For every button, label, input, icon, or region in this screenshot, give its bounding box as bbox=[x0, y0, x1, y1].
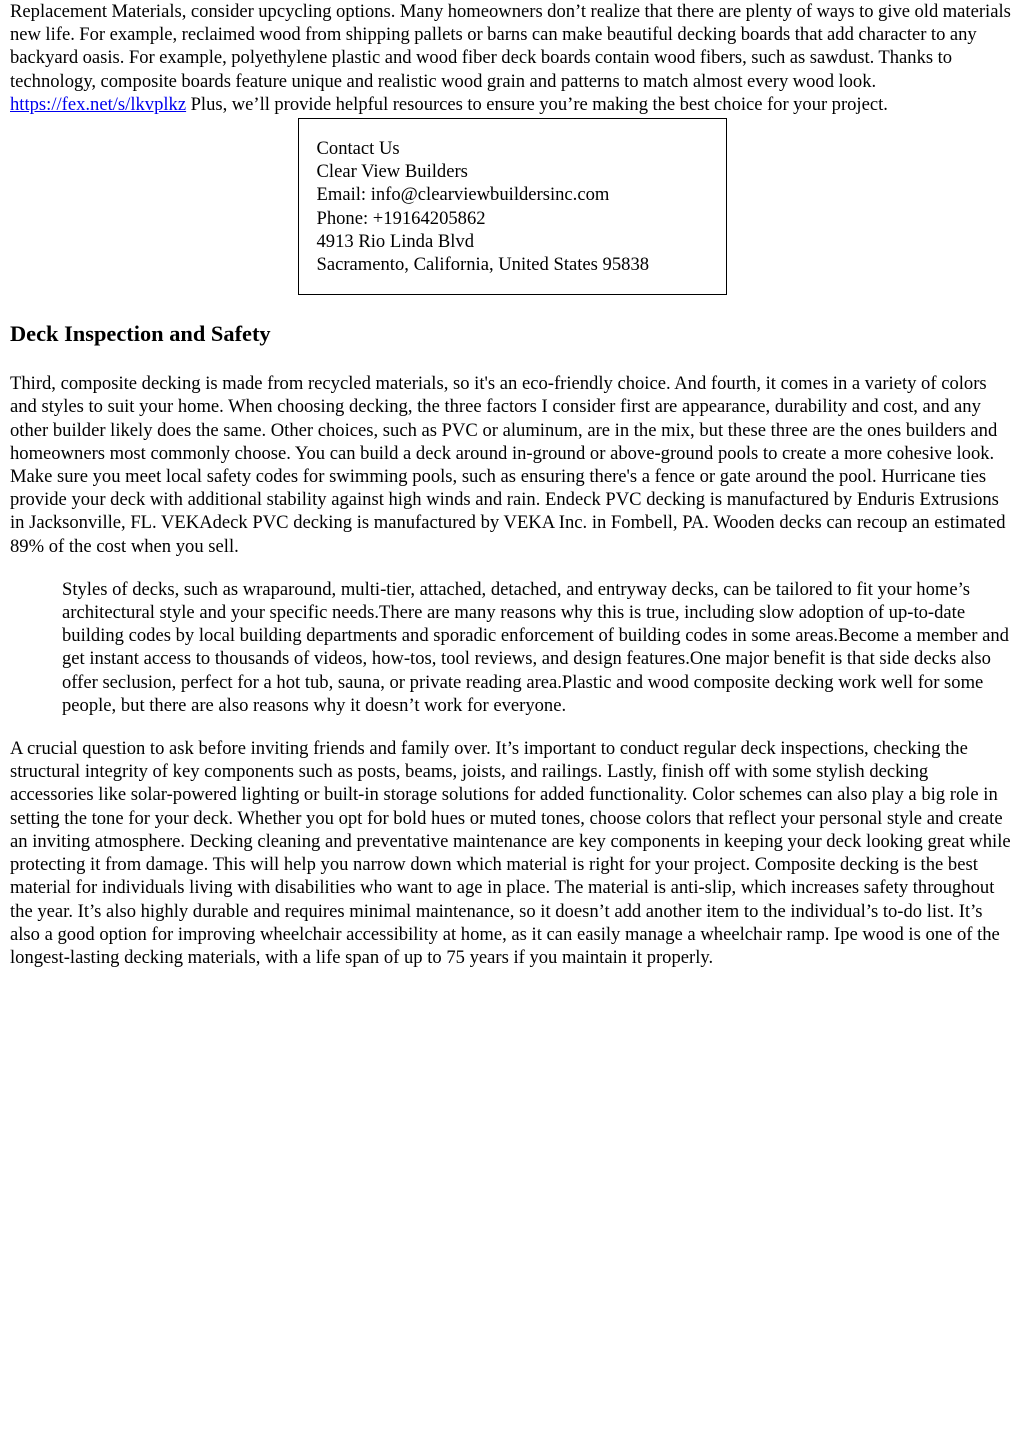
contact-box bbox=[298, 118, 727, 295]
contact-city: Sacramento, California, United States 95838 bbox=[316, 254, 650, 276]
section-paragraph-1: Third, composite decking is made from recycled materials, so it's an eco-friendly choice. And fourth, it comes in a variety of colors and styles to suit your home. When choosing decking, the three factors I consider first are appearance, durability and cost, and any other builder likely does the same. Other choices, such as PVC or aluminum, are in the mix, but these three are the ones builders and homeowners most commonly choose. You can build a deck around in-ground or above-ground pools to create a more cohesive look. Make sure you meet local safety codes for swimming pools, such as ensuring there's a fence or gate around the pool. Hurricane ties provide your deck with additional stability against high winds and rain. Endeck PVC decking is manufactured by Enduris Extrusions in Jacksonville, FL. VEKAdeck PVC decking is manufactured by VEKA Inc. in Fombell, PA. Wooden decks can recoup an estimated 89% of the cost when you sell. bbox=[10, 373, 1006, 557]
intro-paragraph bbox=[10, 0, 1014, 116]
contact-heading: Contact Us bbox=[316, 138, 400, 160]
contact-company: Clear View Builders bbox=[316, 161, 468, 183]
blockquote: Styles of decks, such as wraparound, multi-tier, attached, detached, and entryway decks, can be tailored to fit your home’s architectural style and your specific needs.There are many reasons why this is true, including slow adoption of up-to-date building codes by local building departments and sporadic enforcement of building codes in some areas.Become a member and get instant access to thousands of videos, how-tos, tool reviews, and design features.One major benefit is that side decks also offer seclusion, perfect for a hot tub, sauna, or private reading area.Plastic and wood composite decking work well for some people, but there are also reasons why it doesn’t work for everyone. bbox=[62, 578, 1009, 716]
section-title: Deck Inspection and Safety bbox=[10, 321, 271, 347]
contact-phone: Phone: +19164205862 bbox=[316, 207, 486, 229]
intro-text-before-link: Replacement Materials, consider upcycling options. Many homeowners don’t realize that there are plenty of ways to give old materials new life. For example, reclaimed wood from shipping pallets or barns can make beautiful decking boards that add character to any backyard oasis. For example, polyethylene plastic and wood fiber deck boards contain wood fibers, such as sawdust. Thanks to technology, composite boards feature unique and realistic wood grain and patterns to match almost every wood look. bbox=[10, 1, 1011, 92]
section-paragraph-2: A crucial question to ask before inviting friends and family over. It’s important to conduct regular deck inspections, checking the structural integrity of key components such as posts, beams, joists, and railings. Lastly, finish off with some stylish decking accessories like solar-powered lighting or built-in storage solutions for added functionality. Color schemes can also play a big role in setting the tone for your deck. Whether you opt for bold hues or muted tones, choose colors that reflect your personal style and create an inviting atmosphere. Decking cleaning and preventative maintenance are key components in keeping your deck looking great while protecting it from damage. This will help you narrow down which material is right for your project. Composite decking is the best material for individuals living with disabilities who want to age in place. The material is anti-slip, which increases safety throughout the year. It’s also highly durable and requires minimal maintenance, so it doesn’t add another item to the individual’s to-do list. It’s also a good option for improving wheelchair accessibility at home, as it can easily manage a wheelchair ramp. Ipe wood is one of the longest-lasting decking materials, with a life span of up to 75 years if you maintain it properly. bbox=[10, 738, 1011, 968]
contact-email: Email: info@clearviewbuildersinc.com bbox=[316, 184, 610, 206]
contact-street: 4913 Rio Linda Blvd bbox=[316, 230, 475, 252]
intro-text-after-link: Plus, we’ll provide helpful resources to ensure you’re making the best choice for your project. bbox=[190, 93, 888, 115]
external-link[interactable]: https://fex.net/s/lkvplkz bbox=[10, 93, 187, 115]
